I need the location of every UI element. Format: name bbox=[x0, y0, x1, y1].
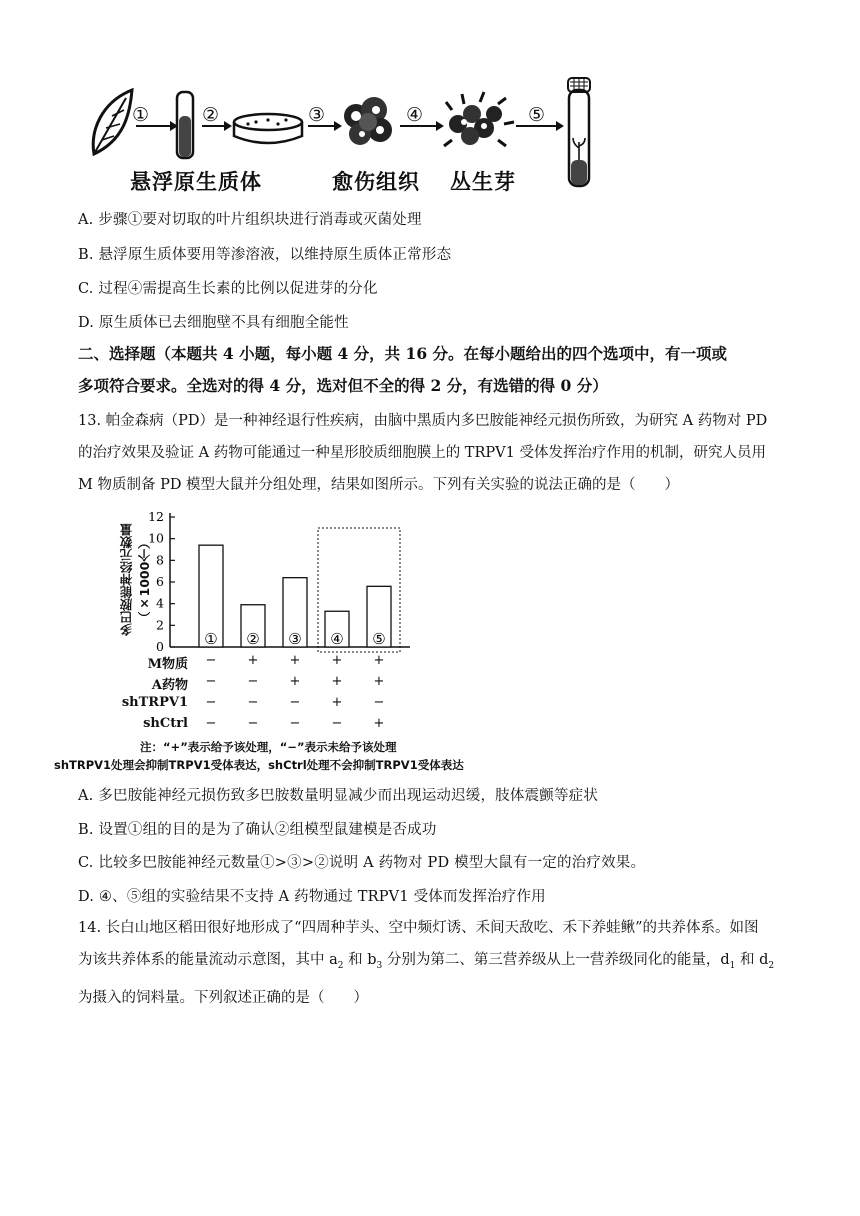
row-label-a: A药物 bbox=[151, 678, 188, 693]
bar-label-2: ② bbox=[246, 630, 260, 648]
step-5-label: ⑤ bbox=[528, 104, 546, 126]
y-tick-label: 12 bbox=[148, 509, 164, 524]
table-cell: − bbox=[205, 695, 217, 710]
table-cell: − bbox=[205, 716, 217, 731]
table-cell: − bbox=[289, 716, 301, 731]
table-cell: + bbox=[247, 653, 259, 668]
table-cell: + bbox=[289, 653, 301, 668]
test-tube-icon bbox=[177, 92, 193, 158]
table-cell: − bbox=[373, 695, 385, 710]
section-heading-line1: 二、选择题（本题共 4 小题，每小题 4 分，共 16 分。在每小题给出的四个选项中，有一项或 bbox=[78, 344, 728, 363]
q13-figure bbox=[54, 505, 540, 775]
q14-stem-line2: 为该共养体系的能量流动示意图，其中 $a_2$ 和 $b_3$ 分别为第二、第三营养级从上一营养级同化的能量，$d_1$ 和 $d_2$ bbox=[78, 952, 775, 971]
row-label-shtrpv1: shTRPV1 bbox=[121, 695, 188, 710]
table-cell: + bbox=[373, 716, 385, 731]
section-heading bbox=[78, 338, 783, 402]
clustered-buds-icon bbox=[444, 92, 514, 146]
q12-option-d: D. 原生质体已去细胞壁不具有细胞全能性 bbox=[78, 315, 349, 331]
q13-option-c: C. 比较多巴胺能神经元数量①>③>②说明 A 药物对 PD 模型大鼠有一定的治疗效果。 bbox=[78, 855, 646, 871]
q12-option-b: B. 悬浮原生质体要用等渗溶液，以维持原生质体正常形态 bbox=[78, 247, 452, 263]
tissue-culture-flow-diagram bbox=[80, 70, 600, 200]
bar-label-1: ① bbox=[204, 630, 218, 648]
q13-option-d: D. ④、⑤组的实验结果不支持 A 药物通过 TRPV1 受体而发挥治疗作用 bbox=[78, 889, 546, 905]
bar-label-4: ④ bbox=[330, 630, 344, 648]
clustered-buds-label: 丛生芽 bbox=[450, 170, 516, 194]
step-4-label: ④ bbox=[406, 104, 424, 126]
suspension-protoplast-label: 悬浮原生质体 bbox=[130, 170, 262, 194]
row-label-m: M物质 bbox=[147, 657, 188, 672]
table-cell: − bbox=[289, 695, 301, 710]
q12-option-a: A. 步骤①要对切取的叶片组织块进行消毒或灭菌处理 bbox=[78, 212, 422, 228]
table-cell: − bbox=[331, 716, 343, 731]
q14-stem-line1: 14. 长白山地区稻田很好地形成了“四周种芋头、空中频灯诱、禾间天敌吃、禾下养蛙鳅”的共养体系。如图 bbox=[78, 920, 759, 936]
callus-icon bbox=[344, 97, 392, 145]
table-cell: + bbox=[331, 695, 343, 710]
y-tick-label: 8 bbox=[156, 552, 164, 568]
note-line1: 注：“+”表示给予该处理，“−”表示未给予该处理 bbox=[140, 740, 397, 754]
q13-option-b: B. 设置①组的目的是为了确认②组模型鼠建模是否成功 bbox=[78, 822, 437, 838]
q13-stem-line3: M 物质制备 PD 模型大鼠并分组处理，结果如图所示。下列有关实验的说法正确的是（ ） bbox=[78, 477, 680, 493]
step-1-label: ① bbox=[132, 104, 150, 126]
step-3-label: ③ bbox=[308, 104, 326, 126]
y-axis-title: 多巴胺能神经元数量（×1000个） bbox=[119, 523, 152, 637]
bar-label-3: ③ bbox=[288, 630, 302, 648]
leaf-icon bbox=[93, 90, 132, 154]
table-cell: + bbox=[331, 674, 343, 689]
q13-stem bbox=[78, 405, 783, 501]
row-label-shctrl: shCtrl bbox=[143, 716, 188, 731]
petri-dish-icon bbox=[234, 114, 302, 143]
q13-stem-line2: 的治疗效果及验证 A 药物可能通过一种星形胶质细胞膜上的 TRPV1 受体发挥治疗作用的机制，研究人员用 bbox=[78, 445, 766, 461]
table-cell: + bbox=[373, 674, 385, 689]
y-tick-label: 10 bbox=[148, 530, 164, 546]
q14-stem bbox=[78, 912, 783, 1014]
note-line2: shTRPV1处理会抑制TRPV1受体表达，shCtrl处理不会抑制TRPV1受体表达 bbox=[54, 758, 464, 772]
y-tick-label: 4 bbox=[156, 595, 164, 611]
table-cell: + bbox=[331, 653, 343, 668]
section-heading-line2: 多项符合要求。全选对的得 4 分，选对但不全的得 2 分，有选错的得 0 分） bbox=[78, 376, 608, 395]
q13-option-a: A. 多巴胺能神经元损伤致多巴胺数量明显减少而出现运动迟缓，肢体震颤等症状 bbox=[78, 788, 599, 804]
table-cell: − bbox=[247, 716, 259, 731]
q14-stem-line3: 为摄入的饲料量。下列叙述正确的是（ ） bbox=[78, 989, 368, 1006]
y-tick-label: 6 bbox=[156, 574, 164, 589]
q13-stem-line1: 13. 帕金森病（PD）是一种神经退行性疾病，由脑中黑质内多巴胺能神经元损伤所致，为研究 A 药物对 PD bbox=[78, 413, 768, 429]
table-cell: − bbox=[205, 653, 217, 668]
q12-option-c: C. 过程④需提高生长素的比例以促进芽的分化 bbox=[78, 281, 378, 297]
table-cell: − bbox=[205, 674, 217, 689]
table-cell: − bbox=[247, 674, 259, 689]
step-2-label: ② bbox=[202, 104, 220, 126]
culture-tube-icon bbox=[568, 78, 590, 186]
table-cell: − bbox=[247, 695, 259, 710]
table-cell: + bbox=[373, 653, 385, 668]
y-tick-label: 2 bbox=[156, 617, 164, 633]
callus-label: 愈伤组织 bbox=[332, 170, 420, 194]
table-cell: + bbox=[289, 674, 301, 689]
y-tick-label: 0 bbox=[156, 639, 164, 654]
bar-label-5: ⑤ bbox=[372, 630, 386, 648]
